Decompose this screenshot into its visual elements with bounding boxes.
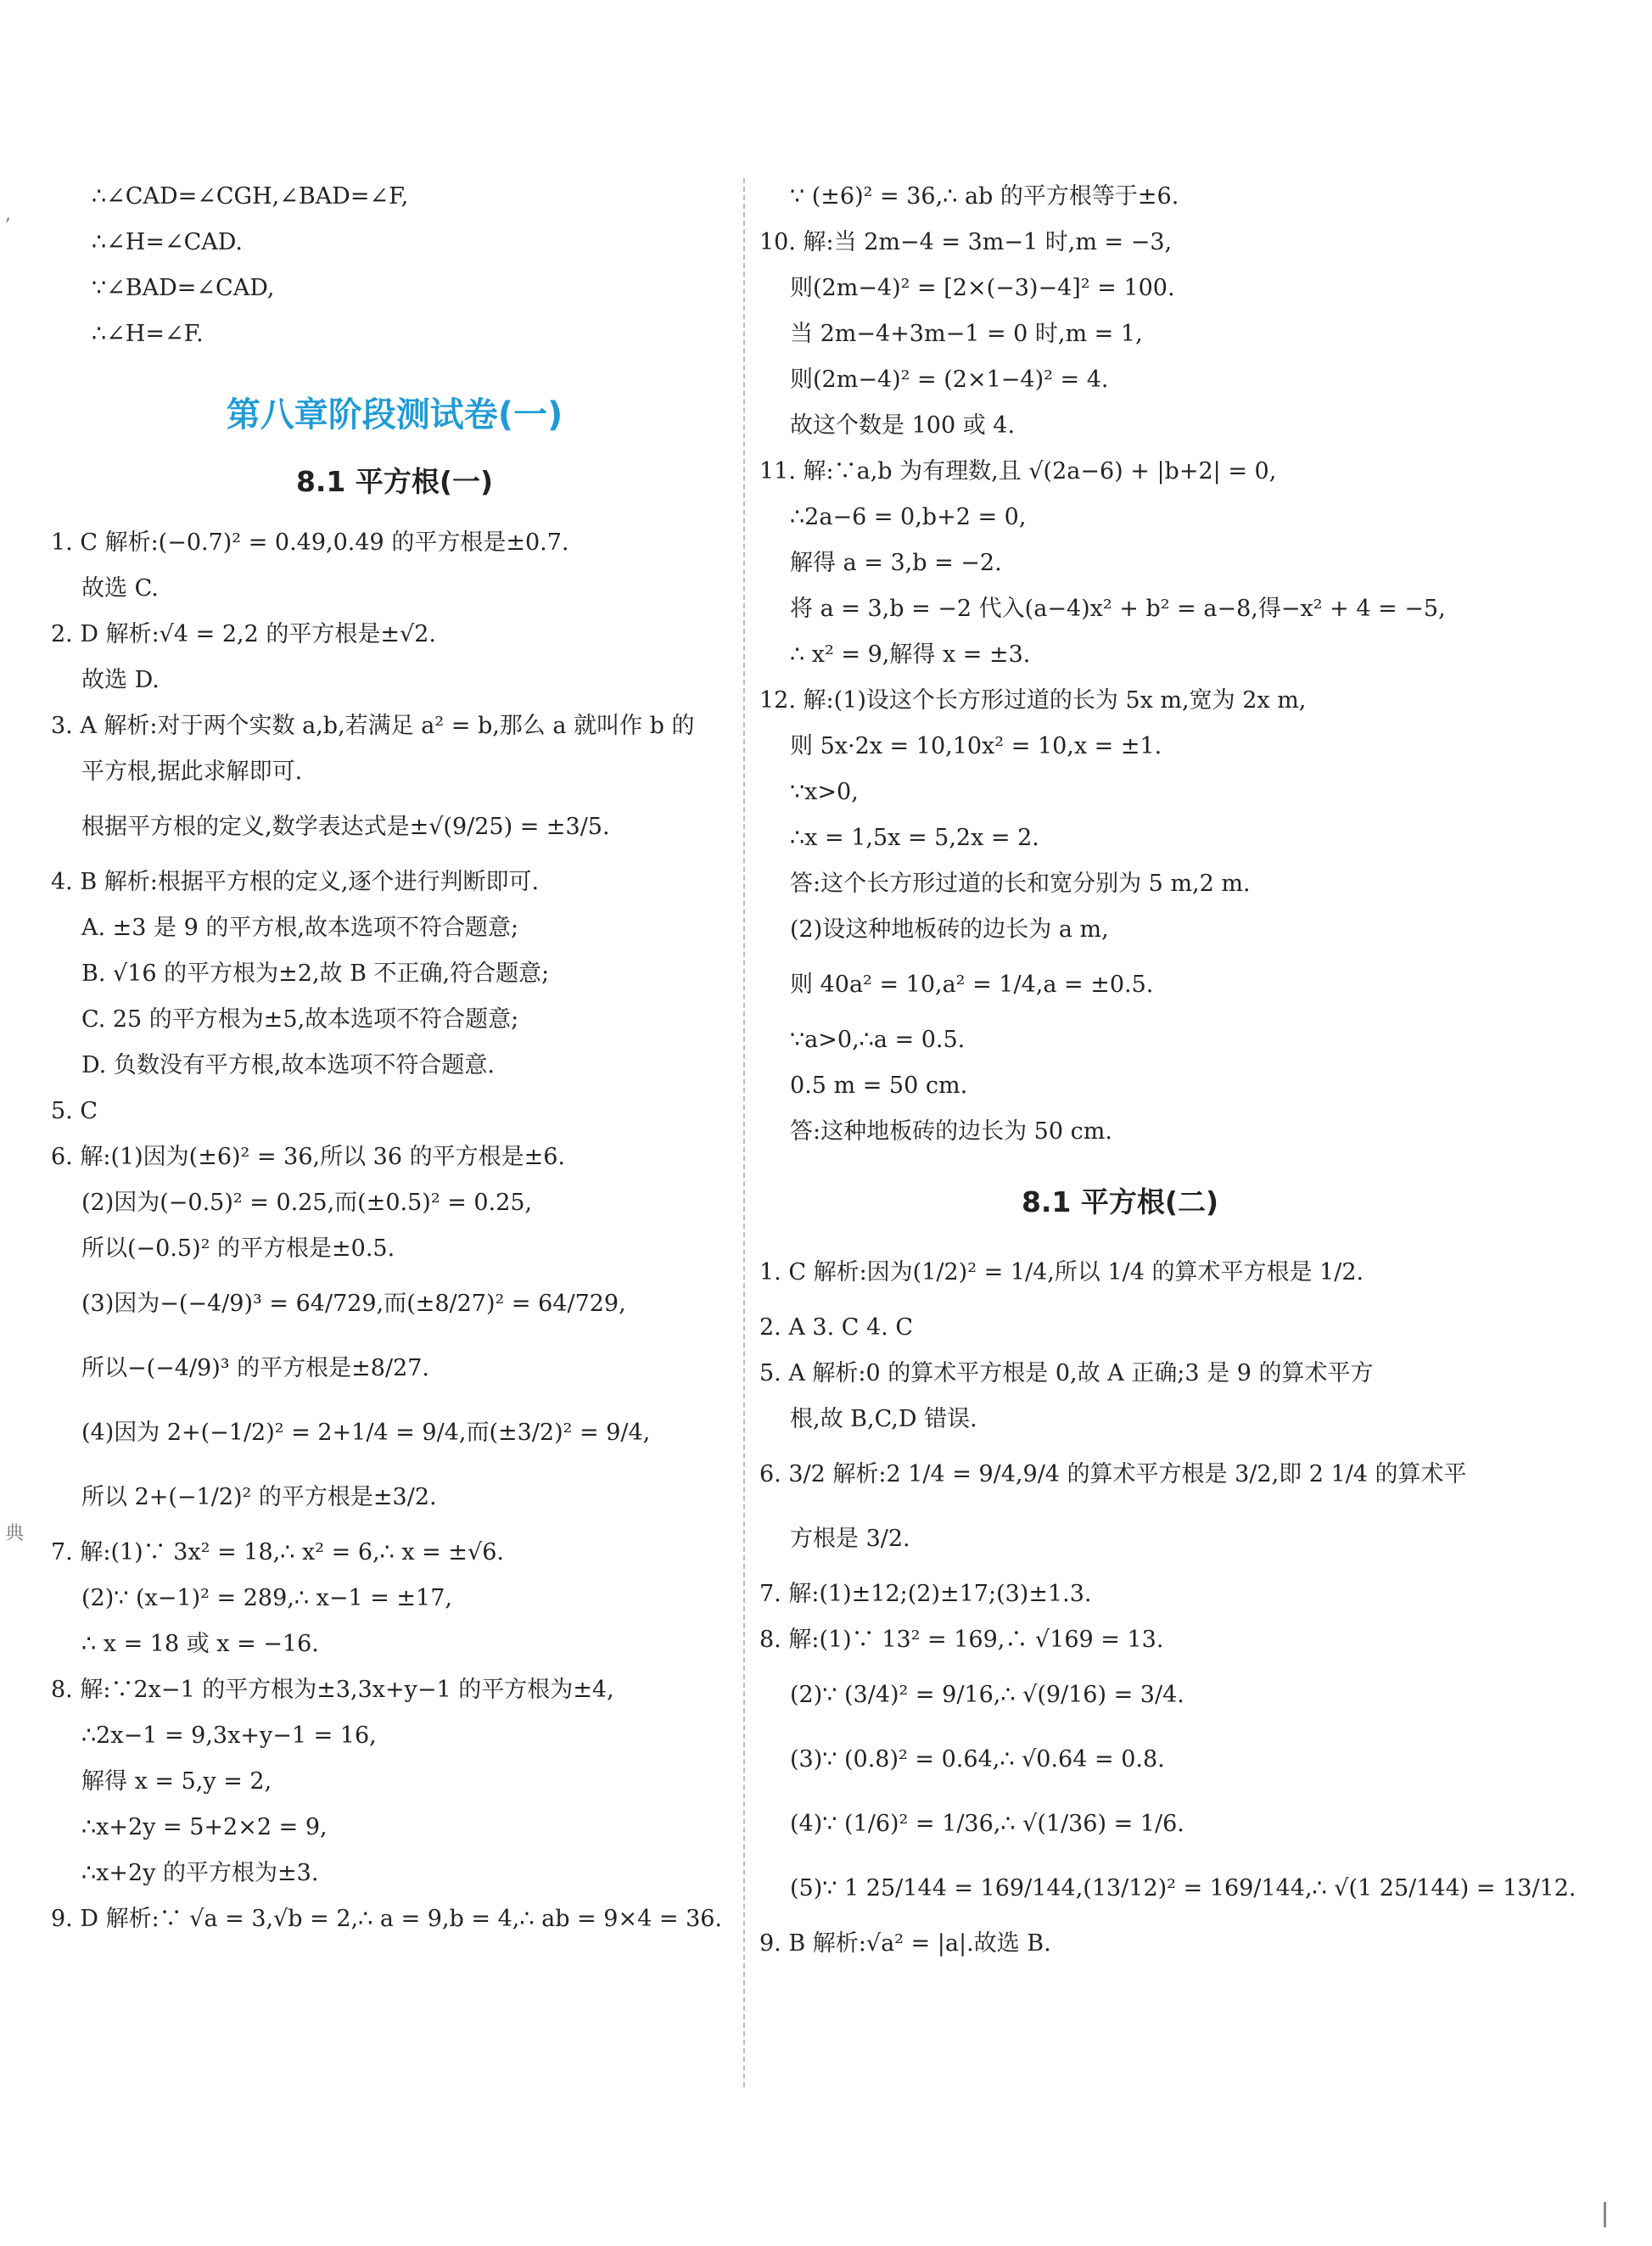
answer-line: 故选 C. (81, 575, 159, 602)
answer-line: 11. 解:∵a,b 为有理数,且 √(2a−6) + |b+2| = 0, (759, 458, 1277, 484)
answer-line: 6. 解:(1)因为(±6)² = 36,所以 36 的平方根是±6. (51, 1144, 566, 1170)
answer-line: 答:这个长方形过道的长和宽分别为 5 m,2 m. (790, 871, 1251, 897)
answer-line: 9. D 解析:∵ √a = 3,√b = 2,∴ a = 9,b = 4,∴ ab = 9×4 = 36. (51, 1906, 723, 1932)
answer-line: 9. B 解析:√a² = |a|.故选 B. (759, 1930, 1051, 1957)
answer-line: 则(2m−4)² = [2×(−3)−4]² = 100. (790, 275, 1175, 301)
answer-line: 所以 2+(−1/2)² 的平方根是±3/2. (81, 1484, 437, 1510)
answer-line: B. √16 的平方根为±2,故 B 不正确,符合题意; (81, 961, 550, 987)
answer-line: 方根是 3/2. (790, 1526, 910, 1552)
answer-line: 根,故 B,C,D 错误. (790, 1406, 977, 1432)
answer-line: C. 25 的平方根为±5,故本选项不符合题意; (81, 1006, 519, 1033)
answer-line: 1. C 解析:因为(1/2)² = 1/4,所以 1/4 的算术平方根是 1/2. (759, 1259, 1364, 1285)
answer-line: ∴x = 1,5x = 5,2x = 2. (790, 825, 1039, 851)
chapter-title: 第八章阶段测试卷(一) (226, 395, 563, 434)
answer-line: (2)∵ (x−1)² = 289,∴ x−1 = ±17, (81, 1585, 452, 1611)
answer-line: ∵x>0, (790, 779, 859, 805)
answer-line: ∴x+2y 的平方根为±3. (81, 1860, 319, 1886)
answer-line: 6. 3/2 解析:2 1/4 = 9/4,9/4 的算术平方根是 3/2,即 2 1/4 的算术平 (759, 1461, 1467, 1487)
answer-line: 2. D 解析:√4 = 2,2 的平方根是±√2. (51, 621, 436, 647)
column-divider (743, 178, 745, 2087)
answer-line: 则 5x·2x = 10,10x² = 10,x = ±1. (790, 733, 1162, 759)
text-line: ∵∠BAD=∠CAD, (92, 275, 275, 301)
answer-line: (2)因为(−0.5)² = 0.25,而(±0.5)² = 0.25, (81, 1190, 533, 1216)
answer-line: 3. A 解析:对于两个实数 a,b,若满足 a² = b,那么 a 就叫作 b 的 (51, 713, 695, 739)
answer-line: 解得 x = 5,y = 2, (81, 1768, 272, 1795)
answer-line: 故选 D. (81, 667, 160, 693)
right-column (759, 174, 1576, 1967)
answer-line: ∴2a−6 = 0,b+2 = 0, (790, 504, 1027, 530)
answer-line: A. ±3 是 9 的平方根,故本选项不符合题意; (81, 915, 519, 941)
answer-line: 则(2m−4)² = (2×1−4)² = 4. (790, 367, 1109, 393)
answer-line: (4)∵ (1/6)² = 1/36,∴ √(1/36) = 1/6. (790, 1811, 1184, 1837)
answer-line: ∵ (±6)² = 36,∴ ab 的平方根等于±6. (790, 183, 1179, 210)
answer-line: (2)∵ (3/4)² = 9/16,∴ √(9/16) = 3/4. (790, 1682, 1184, 1708)
text-line: ∴∠CAD=∠CGH,∠BAD=∠F, (92, 183, 409, 210)
page-edge-mark (1604, 2202, 1606, 2227)
answer-line: 当 2m−4+3m−1 = 0 时,m = 1, (790, 321, 1143, 347)
answer-line: ∴ x² = 9,解得 x = ±3. (790, 641, 1031, 668)
answer-line: 故这个数是 100 或 4. (790, 412, 1016, 439)
left-column (51, 174, 738, 1942)
answer-line: 答:这种地板砖的边长为 50 cm. (790, 1118, 1112, 1145)
answer-line: 所以−(−4/9)³ 的平方根是±8/27. (81, 1355, 430, 1381)
answer-line: 平方根,据此求解即可. (81, 759, 303, 785)
answer-line: 所以(−0.5)² 的平方根是±0.5. (81, 1235, 395, 1262)
margin-mark: 典 (5, 1523, 25, 1544)
answer-line: (2)设这种地板砖的边长为 a m, (790, 916, 1109, 943)
answer-line: 1. C 解析:(−0.7)² = 0.49,0.49 的平方根是±0.7. (51, 529, 569, 556)
answer-line: 根据平方根的定义,数学表达式是±√(9/25) = ±3/5. (81, 814, 610, 840)
answer-line: (5)∵ 1 25/144 = 169/144,(13/12)² = 169/144,∴ √(1 25/144) = 13/12. (790, 1875, 1576, 1902)
answer-line: ∵a>0,∴a = 0.5. (790, 1027, 966, 1053)
answer-line: 2. A 3. C 4. C (759, 1314, 914, 1341)
text-line: ∴∠H=∠CAD. (92, 229, 244, 255)
answer-line: 5. A 解析:0 的算术平方根是 0,故 A 正确;3 是 9 的算术平方 (759, 1360, 1374, 1386)
answer-line: 将 a = 3,b = −2 代入(a−4)x² + b² = a−8,得−x² + 4 = −5, (790, 596, 1446, 622)
answer-line: 8. 解:(1)∵ 13² = 169,∴ √169 = 13. (759, 1627, 1164, 1653)
answer-line: ∴ x = 18 或 x = −16. (81, 1631, 319, 1657)
section-title: 8.1 平方根(二) (1021, 1185, 1219, 1218)
answer-line: (3)因为−(−4/9)³ = 64/729,而(±8/27)² = 64/729, (81, 1291, 626, 1317)
text-line: ∴∠H=∠F. (92, 321, 204, 347)
answer-line: 则 40a² = 10,a² = 1/4,a = ±0.5. (790, 972, 1154, 998)
answer-line: (3)∵ (0.8)² = 0.64,∴ √0.64 = 0.8. (790, 1746, 1165, 1773)
answer-line: 5. C (51, 1098, 98, 1124)
answer-line: 10. 解:当 2m−4 = 3m−1 时,m = −3, (759, 229, 1173, 255)
answer-line: ∴x+2y = 5+2×2 = 9, (81, 1814, 328, 1840)
section-title: 8.1 平方根(一) (295, 465, 494, 498)
answer-line: 7. 解:(1)±12;(2)±17;(3)±1.3. (759, 1581, 1092, 1607)
answer-line: 8. 解:∵2x−1 的平方根为±3,3x+y−1 的平方根为±4, (51, 1677, 614, 1703)
answer-line: ∴2x−1 = 9,3x+y−1 = 16, (81, 1722, 377, 1749)
answer-line: 4. B 解析:根据平方根的定义,逐个进行判断即可. (51, 869, 540, 895)
answer-line: D. 负数没有平方根,故本选项不符合题意. (81, 1052, 496, 1078)
answer-line: 0.5 m = 50 cm. (790, 1073, 968, 1099)
margin-mark: , (5, 204, 11, 225)
answer-line: (4)因为 2+(−1/2)² = 2+1/4 = 9/4,而(±3/2)² = 9/4, (81, 1420, 651, 1446)
answer-line: 12. 解:(1)设这个长方形过道的长为 5x m,宽为 2x m, (759, 687, 1307, 714)
answer-line: 解得 a = 3,b = −2. (790, 550, 1002, 576)
answer-line: 7. 解:(1)∵ 3x² = 18,∴ x² = 6,∴ x = ±√6. (51, 1539, 504, 1565)
